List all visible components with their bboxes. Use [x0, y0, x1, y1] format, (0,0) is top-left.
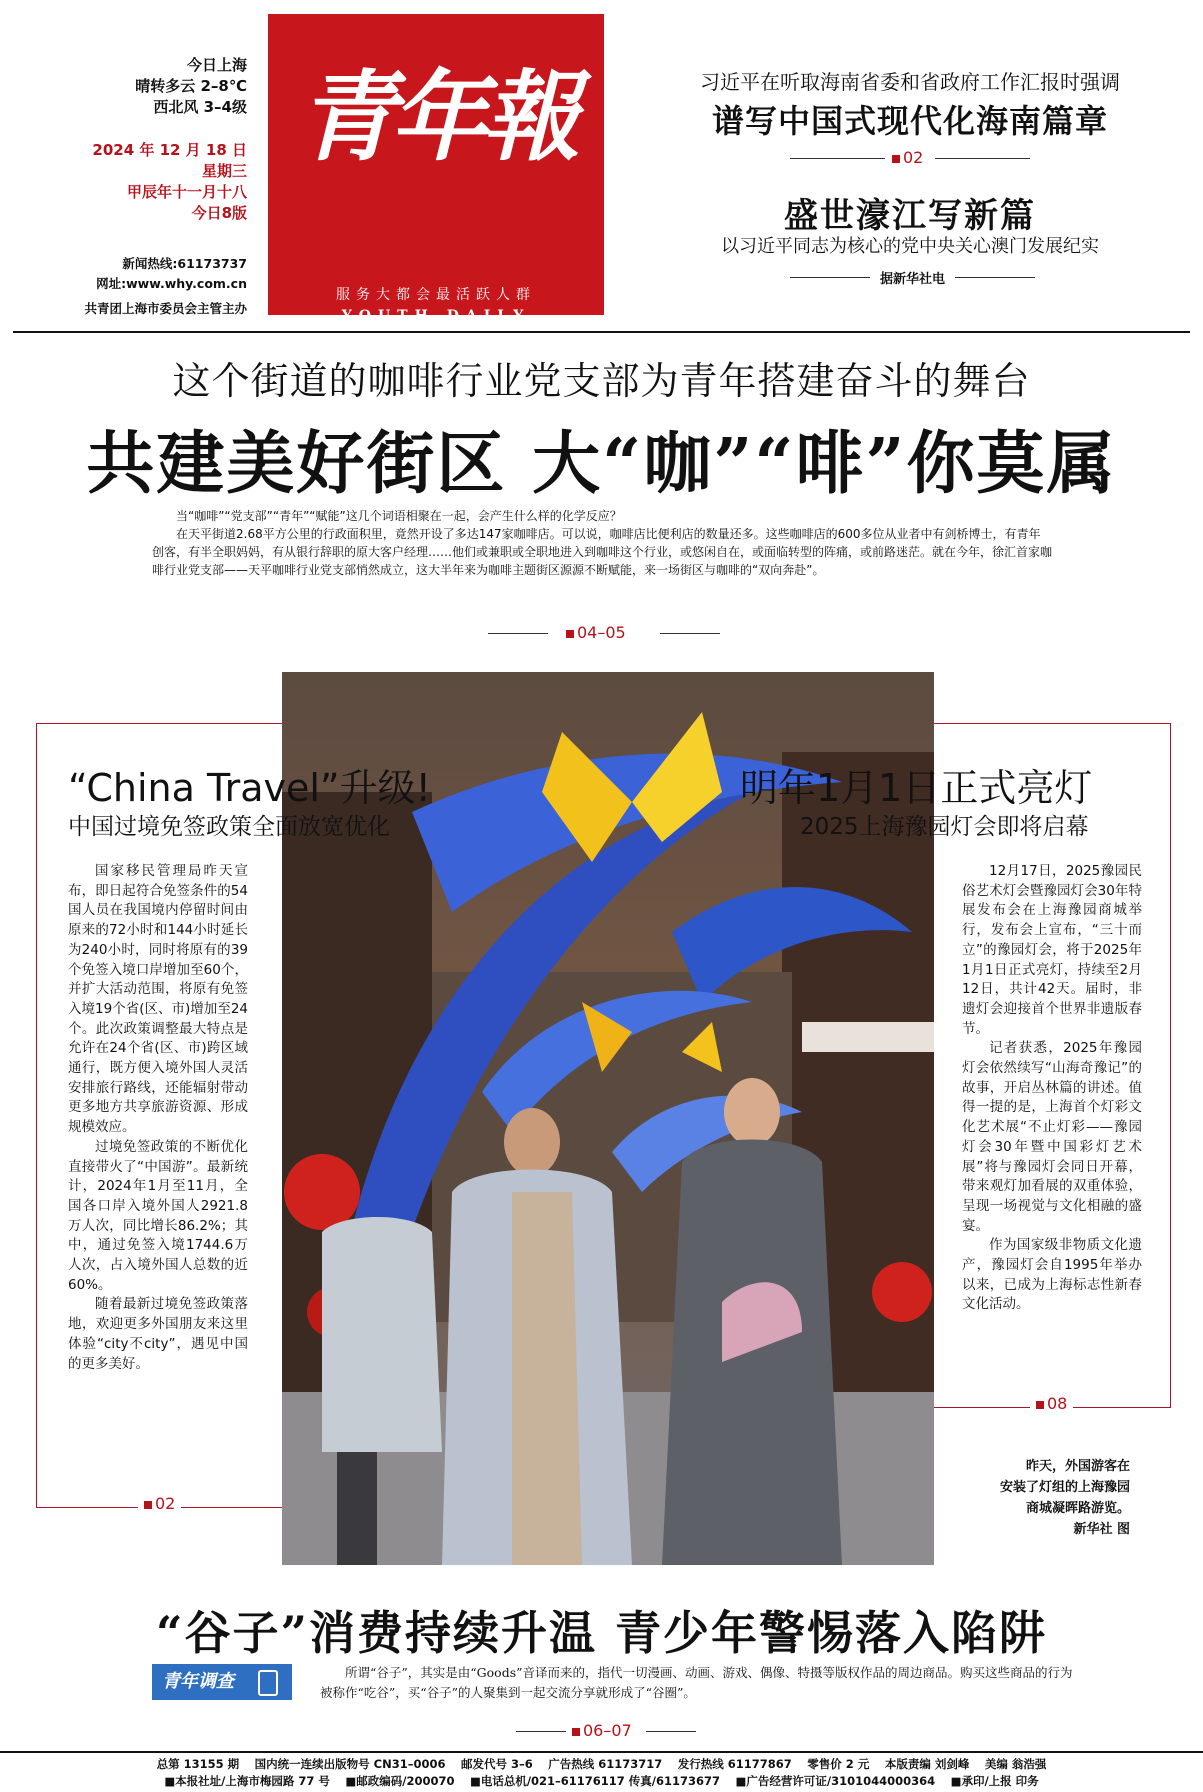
contact-info [52, 254, 247, 294]
left-paragraph: 过境免签政策的不断优化直接带火了“中国游”。最新统计，2024年1月至11月，全国各口岸入境外国人2921.8万人次，同比增长86.2%；其中，通过免签入境1744.6万人次，占入境外国人总数的近60%。 [68, 1138, 248, 1293]
footer-line-2: ■本报社址/上海市梅园路 77 号 ■邮政编码/200070 ■电话总机/021–61176117 传真/61173677 ■广告经营许可证/3101044000364 ■承印/上报 印务 [164, 1774, 1039, 1788]
left-story-subtitle: 中国过境免签政策全面放宽优化 [68, 814, 390, 840]
page-ref[interactable] [572, 1721, 632, 1740]
caption-line: 商城凝晖路游览。 [1025, 1501, 1130, 1516]
top-news-kicker: 习近平在听取海南省委和省政府工作汇报时强调 [700, 70, 1120, 94]
ref-marker [572, 1728, 580, 1736]
ref-marker [144, 1501, 152, 1509]
caption-line: 昨天，外国游客在 [1025, 1459, 1130, 1474]
top-news-title-2[interactable]: 盛世濠江写新篇 [784, 196, 1036, 236]
ref-number: 04–05 [577, 623, 626, 642]
phone-icon [258, 1670, 278, 1696]
lead-paragraph: 当“咖啡”“党支部”“青年”“赋能”这几个词语相聚在一起，会产生什么样的化学反应？ [176, 509, 622, 523]
weather-line: 西北风 3–4级 [153, 98, 247, 116]
lead-paragraph: 在天平街道2.68平方公里的行政面积里，竟然开设了多达147家咖啡店。可以说，咖啡店比便利店的数量还多。这些咖啡店的600多位从业者中有剑桥博士，有青年创客，有半全职妈妈，有从银行辞职的原大客户经理……他们或兼职或全职地进入到咖啡这个行业，或悠闲自在，或面临转型的阵痛，或前路迷茫。就在今年，徐汇首家咖啡行业党支部——天平咖啡行业党支部悄然成立，这大半年来为咖啡主题街区源源不断赋能，来一场街区与咖啡的“双向奔赴”。 [152, 527, 1053, 577]
divider [935, 158, 1030, 159]
logo-text: 青年報 [297, 60, 574, 175]
newspaper-logo [268, 14, 604, 324]
divider [660, 633, 720, 634]
youth-survey-badge [152, 1664, 292, 1700]
page-ref[interactable] [138, 1494, 181, 1513]
date-line: 今日8版 [191, 204, 247, 222]
right-paragraph: 12月17日，2025豫园民俗艺术灯会暨豫园灯会30年特展发布会在上海豫园商城举行，发布会上宣布，“三十而立”的豫园灯会，将于2025年1月1日正式亮灯，持续至2月12日，共计42天。届时，非遗灯会迎接首个世界非遗版春节。 [962, 863, 1142, 1037]
news-source: 据新华社电 [880, 272, 946, 287]
date-line: 2024 年 12 月 18 日 [92, 141, 247, 159]
lead-kicker: 这个街道的咖啡行业党支部为青年搭建奋斗的舞台 [172, 359, 1031, 403]
page-ref[interactable] [1030, 1394, 1073, 1413]
logo-slogan: 服务大都会最活跃人群 [336, 287, 536, 303]
ref-number: 02 [155, 1494, 176, 1513]
divider [646, 1731, 696, 1732]
ref-marker [892, 155, 900, 163]
date-line: 星期三 [201, 162, 247, 180]
divider [790, 158, 885, 159]
photo-caption [960, 1456, 1130, 1540]
top-news-title[interactable]: 谱写中国式现代化海南篇章 [711, 102, 1108, 140]
left-story-title[interactable]: “China Travel”升级! [68, 766, 431, 810]
ref-marker [1036, 1401, 1044, 1409]
ref-marker [566, 630, 574, 638]
divider [516, 1731, 566, 1732]
ref-number: 02 [903, 148, 924, 167]
logo-english: YOUTH DAILY [341, 308, 531, 324]
left-paragraph: 随着最新过境免签政策落地，欢迎更多外国朋友来这里体验“city不city”，遇见中国的更多美好。 [68, 1296, 248, 1372]
lead-headline[interactable]: 共建美好街区 大“咖”“啡”你莫属 [86, 424, 1117, 504]
ref-number: 08 [1047, 1394, 1068, 1413]
date-info [52, 140, 247, 224]
left-paragraph: 国家移民管理局昨天宣布，即日起符合免签条件的54国人员在我国境内停留时间由原来的72小时和144小时延长为240小时，同时将原有的39个免签入境口岸增加至60个，并扩大活动范围，将原有免签入境19个省(区、市)增加至24个。此次政策调整最大特点是允许在24个省(区、市)跨区域通行，既方便入境外国人灵活安排旅行路线，还能辐射带动更多地方共享旅游资源、形成规模效应。 [68, 863, 248, 1136]
weather-line: 今日上海 [186, 56, 247, 74]
right-story-subtitle: 2025上海豫园灯会即将启幕 [800, 814, 1089, 840]
page-ref[interactable] [892, 148, 923, 167]
right-story-title[interactable]: 明年1月1日正式亮灯 [740, 766, 1093, 810]
hotline: 新闻热线:61173737 [122, 256, 247, 271]
bottom-headline[interactable]: “谷子”消费持续升温 青少年警惕落入陷阱 [156, 1606, 1047, 1660]
weather-line: 晴转多云 2–8℃ [135, 77, 247, 95]
bottom-summary [320, 1663, 1075, 1703]
lead-summary [152, 507, 1052, 579]
caption-line: 安装了灯组的上海豫园 [999, 1480, 1130, 1495]
left-story-body [68, 862, 248, 1374]
footer-rule [0, 1751, 1203, 1753]
ref-number: 06–07 [583, 1721, 632, 1740]
right-paragraph: 作为国家级非物质文化遗产，豫园灯会自1995年举办以来，已成为上海标志性新春文化活动。 [962, 1237, 1142, 1313]
divider [488, 633, 548, 634]
divider [790, 277, 870, 278]
weather-info [52, 55, 247, 118]
right-paragraph: 记者获悉，2025年豫园灯会依然续写“山海奇豫记”的故事，开启丛林篇的讲述。值得一提的是，上海首个灯彩文化艺术展“不止灯彩——豫园灯会30年暨中国彩灯艺术展”将与豫园灯会同日开幕，带来观灯加看展的双重体验，呈现一场视觉与文化相融的盛宴。 [962, 1040, 1142, 1234]
website: 网址:www.why.com.cn [96, 276, 247, 291]
top-news-subtitle-2: 以习近平同志为核心的党中央关心澳门发展纪实 [721, 236, 1099, 257]
masthead-rule [13, 331, 1190, 333]
bottom-paragraph: 所谓“谷子”，其实是由“Goods”音译而来的，指代一切漫画、动画、游戏、偶像、特摄等版权作品的周边商品。购买这些商品的行为被称作“吃谷”，买“谷子”的人聚集到一起交流分享就形成了“谷圈”。 [320, 1665, 1073, 1700]
divider [955, 277, 1035, 278]
sponsor-line: 共青团上海市委员会主管主办 [84, 301, 247, 316]
badge-label: 青年调查 [162, 1671, 234, 1692]
date-line: 甲辰年十一月十八 [126, 183, 247, 201]
caption-credit: 新华社 图 [1073, 1522, 1130, 1537]
right-story-body [962, 862, 1142, 1315]
footer-line-1: 总第 13155 期 国内统一连续出版物号 CN31–0006 邮发代号 3–6 广告热线 61173717 发行热线 61177867 零售价 2 元 本版责编 刘剑峰 美编 翁浩强 [156, 1757, 1047, 1771]
page-ref[interactable] [566, 623, 626, 642]
